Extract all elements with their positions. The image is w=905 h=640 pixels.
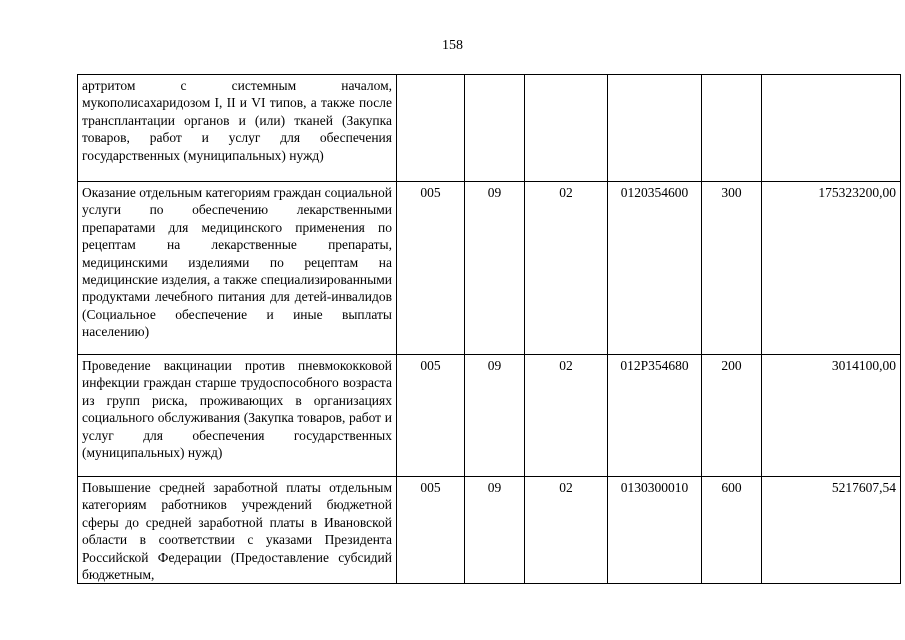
expense-type-code: 200 [702, 355, 762, 477]
amount-value: 5217607,54 [762, 477, 901, 584]
table-row [78, 75, 901, 182]
section-code [465, 75, 525, 182]
row-description: Повышение средней заработной платы отдельным категориям работников учреждений бюджетной сферы до средней заработной платы в Ивановской области в соответствии с указами Президента Российской Федерации (Предоставление субсидий бюджетным, [78, 477, 397, 584]
target-article-code [608, 75, 702, 182]
ministry-code: 005 [397, 355, 465, 477]
subsection-code: 02 [525, 182, 608, 355]
section-code: 09 [465, 182, 525, 355]
subsection-code [525, 75, 608, 182]
amount-value [762, 75, 901, 182]
expense-type-code: 300 [702, 182, 762, 355]
row-description: Оказание отдельным категориям граждан социальной услуги по обеспечению лекарственными препаратами для медицинского применения по рецептам на лекарственные препараты, медицинскими изделиями по рецептам на медицинские изделия, а также специализированными продуктами лечебного питания для детей-инвалидов (Социальное обеспечение и иные выплаты населению) [78, 182, 397, 355]
ministry-code [397, 75, 465, 182]
subsection-code: 02 [525, 477, 608, 584]
page-number: 158 [442, 38, 463, 53]
table-row [78, 477, 901, 584]
row-description: артритом с системным началом, мукополисахаридозом I, II и VI типов, а также после трансплантации органов и (или) тканей (Закупка товаров, работ и услуг для обеспечения государственных (муниципальных) нужд) [78, 75, 397, 182]
section-code: 09 [465, 477, 525, 584]
amount-value: 3014100,00 [762, 355, 901, 477]
ministry-code: 005 [397, 182, 465, 355]
section-code: 09 [465, 355, 525, 477]
target-article-code: 0130300010 [608, 477, 702, 584]
table-row [78, 355, 901, 477]
table-row [78, 182, 901, 355]
target-article-code: 0120354600 [608, 182, 702, 355]
budget-table [77, 74, 901, 584]
ministry-code: 005 [397, 477, 465, 584]
row-description: Проведение вакцинации против пневмококковой инфекции граждан старше трудоспособного возраста из групп риска, проживающих в организациях социального обслуживания (Закупка товаров, работ и услуг для обеспечения государственных (муниципальных) нужд) [78, 355, 397, 477]
expense-type-code: 600 [702, 477, 762, 584]
subsection-code: 02 [525, 355, 608, 477]
amount-value: 175323200,00 [762, 182, 901, 355]
target-article-code: 012P354680 [608, 355, 702, 477]
expense-type-code [702, 75, 762, 182]
